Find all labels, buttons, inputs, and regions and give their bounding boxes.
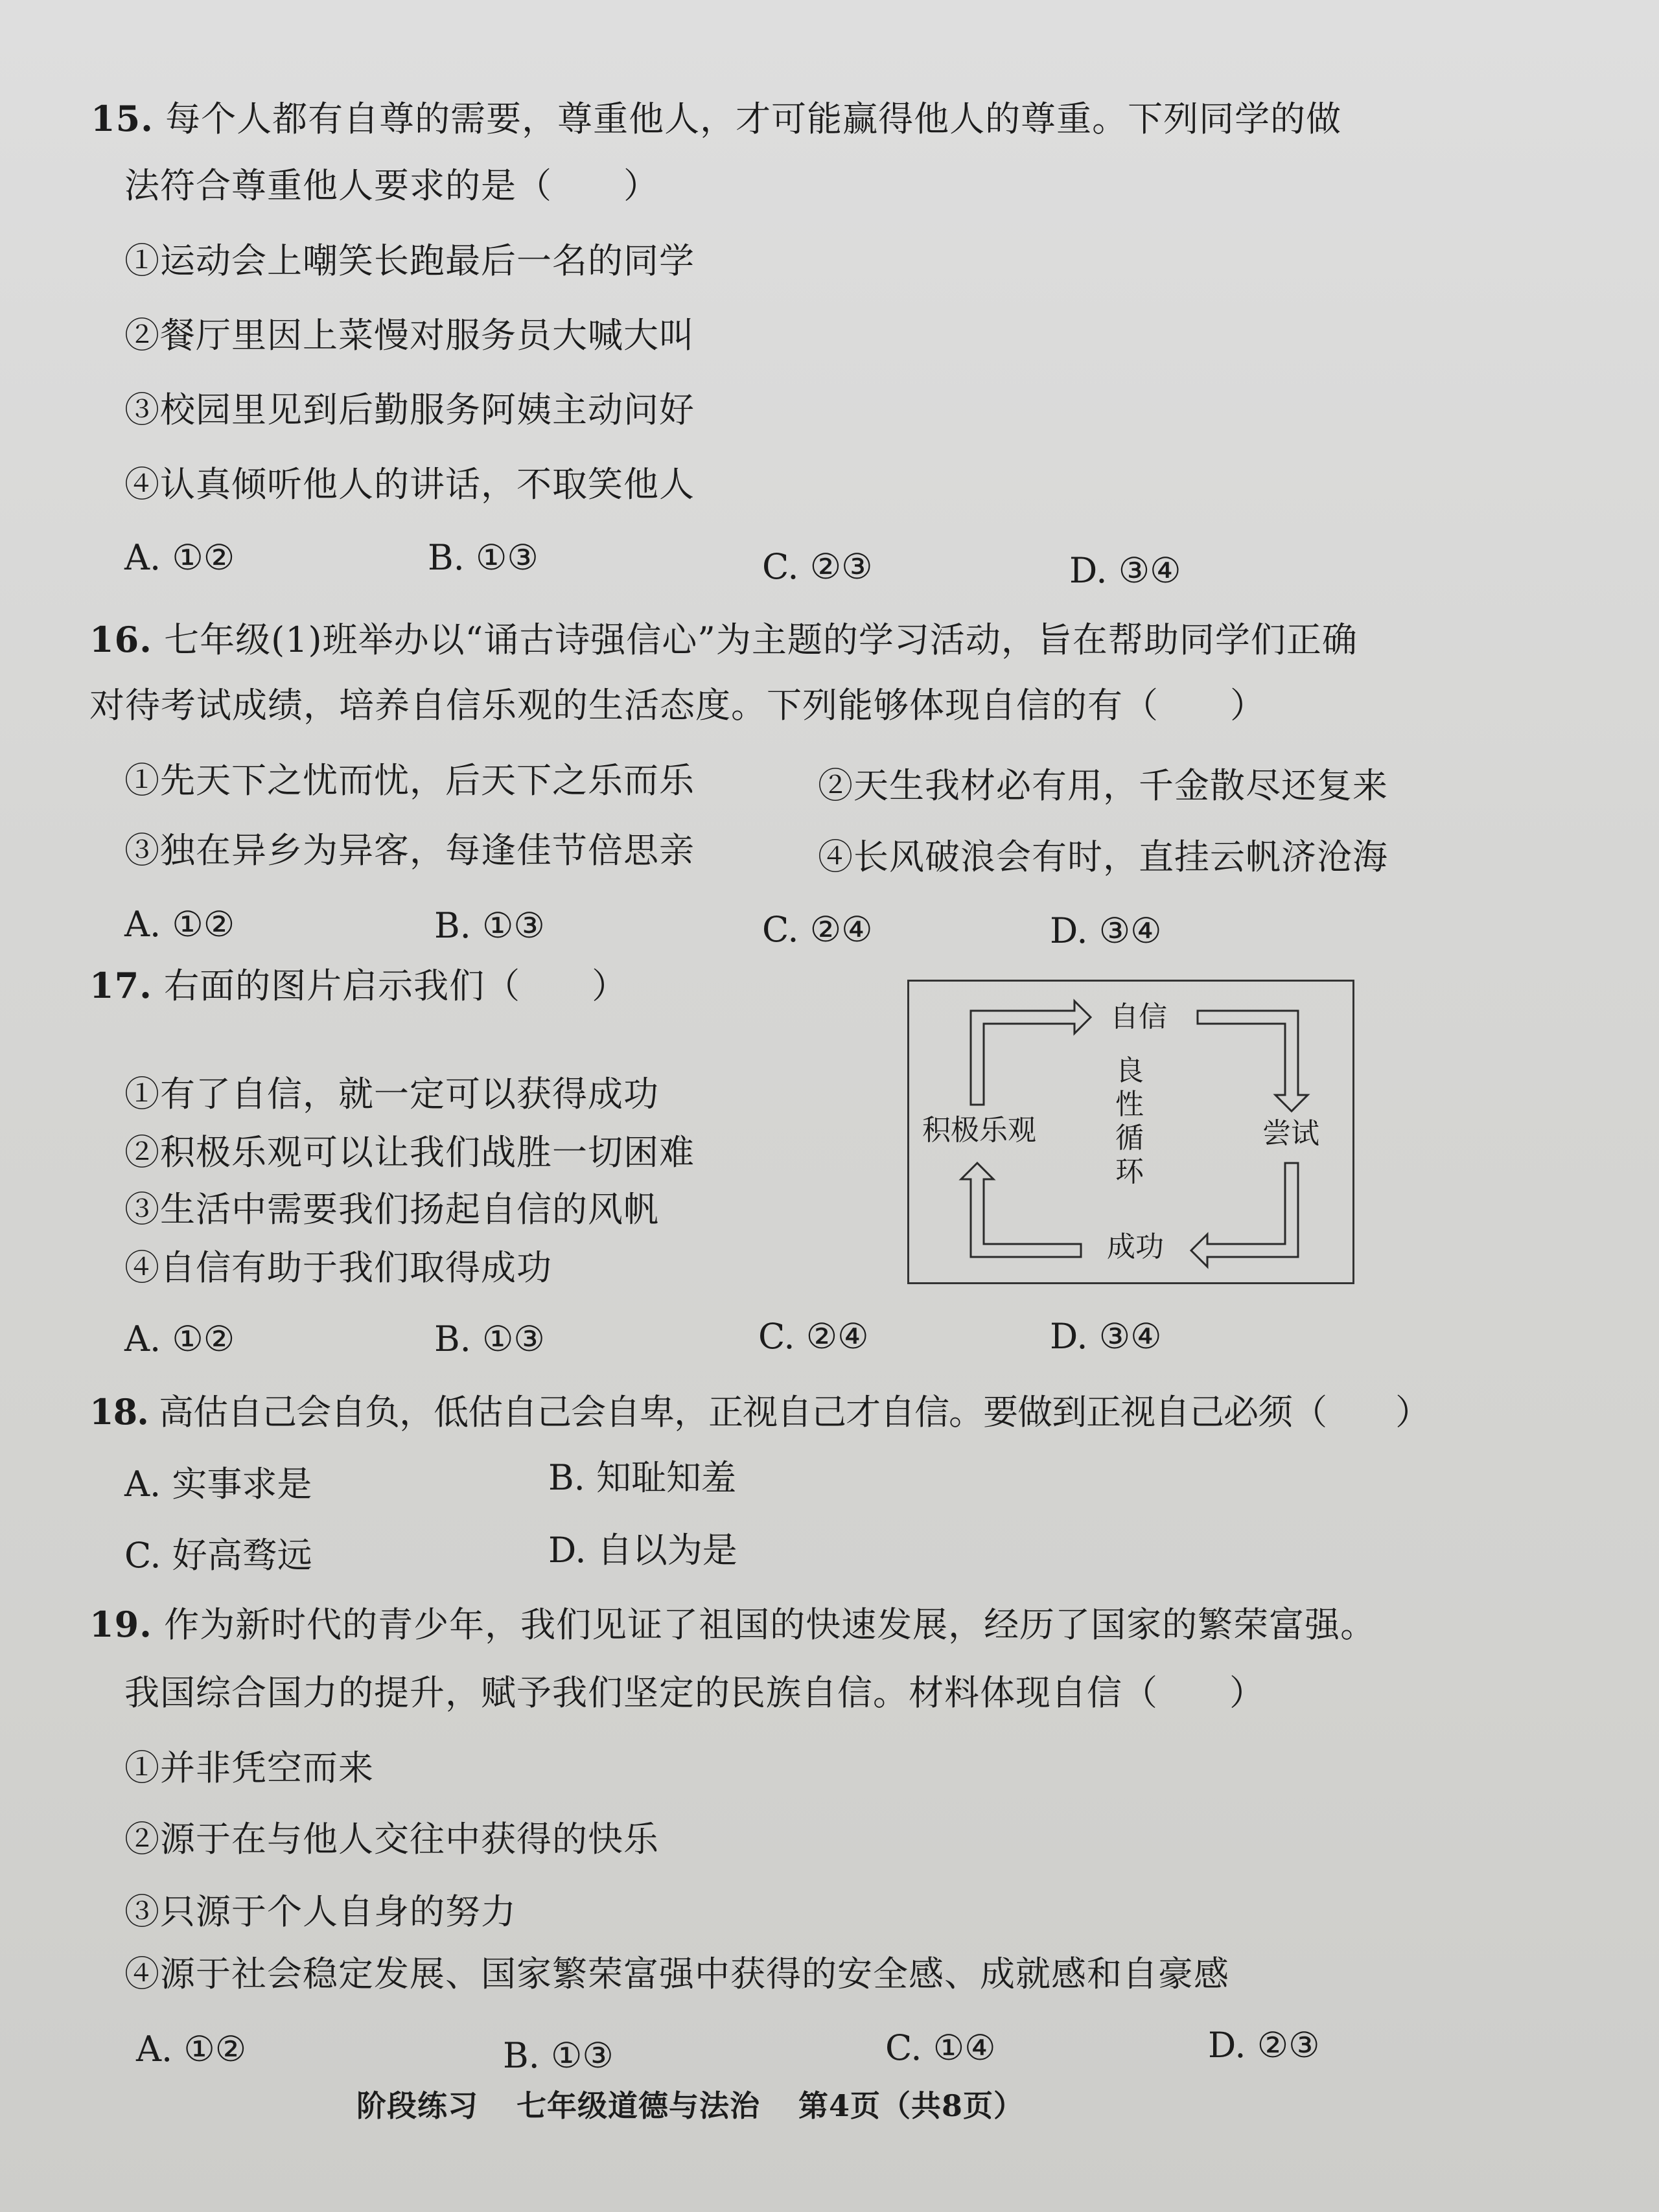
q15-item-3: ③校园里见到后勤服务阿姨主动问好 [124, 389, 695, 430]
footer-page-number: 第4页（共8页） [798, 2088, 1025, 2123]
q17-stem-text1: 右面的图片启示我们（ ） [164, 965, 628, 1006]
q17-item-3: ③生活中需要我们扬起自信的风帆 [124, 1189, 659, 1230]
q17-item-4: ④自信有助于我们取得成功 [124, 1247, 552, 1288]
footer-exam-type: 阶段练习 [356, 2088, 478, 2123]
footer-subject: 七年级道德与法治 [516, 2088, 761, 2123]
q18-number: 18. [89, 1391, 148, 1433]
q16-number: 16. [89, 619, 152, 660]
q16-stem-text1: 七年级(1)班举办以“诵古诗强信心”为主题的学习活动，旨在帮助同学们正确 [164, 619, 1358, 660]
q19-option-d: D. ②③ [1208, 2025, 1320, 2066]
q19-number: 19. [89, 1604, 152, 1645]
diagram-center-char-2: 性 [1115, 1088, 1144, 1121]
q16-item-3: ③独在异乡为异客，每逢佳节倍思亲 [124, 830, 695, 871]
q18-option-d: D. 自以为是 [548, 1530, 737, 1571]
q17-stem-line1 [89, 964, 627, 1008]
q18-option-c: C. 好高骛远 [124, 1535, 312, 1576]
q18-option-b: B. 知耻知羞 [548, 1457, 737, 1498]
diagram-label-attempt: 尝试 [1262, 1117, 1319, 1150]
q15-stem-text1: 每个人都有自尊的需要，尊重他人，才可能赢得他人的尊重。下列同学的做 [165, 98, 1342, 139]
q16-option-a: A. ①② [124, 904, 235, 945]
q16-stem-line1 [89, 618, 1358, 662]
arrow-to-success [1191, 1163, 1298, 1267]
q16-stem-line2: 对待考试成绩，培养自信乐观的生活态度。下列能够体现自信的有（ ） [89, 685, 1266, 726]
diagram-center-char-4: 环 [1115, 1155, 1144, 1188]
q15-item-2: ②餐厅里因上菜慢对服务员大喊大叫 [124, 315, 695, 356]
q19-option-a: A. ①② [136, 2029, 247, 2069]
diagram-label-success: 成功 [1107, 1230, 1164, 1263]
q19-option-b: B. ①③ [503, 2035, 614, 2076]
q16-item-2: ②天生我材必有用，千金散尽还复来 [818, 765, 1388, 806]
q19-option-c: C. ①④ [885, 2027, 996, 2068]
q17-number: 17. [89, 965, 152, 1006]
q17-option-a: A. ①② [124, 1319, 235, 1359]
diagram-center-char-3: 循 [1115, 1122, 1144, 1155]
q16-item-4: ④长风破浪会有时，直挂云帆济沧海 [818, 836, 1388, 877]
q15-option-c: C. ②③ [762, 546, 873, 587]
q19-item-3: ③只源于个人自身的努力 [124, 1891, 516, 1932]
q19-stem-line1 [89, 1603, 1376, 1646]
q17-option-d: D. ③④ [1050, 1316, 1162, 1357]
page-footer [356, 2086, 1051, 2125]
q16-option-b: B. ①③ [434, 905, 545, 946]
q18-stem-line1 [89, 1390, 1430, 1434]
q15-option-b: B. ①③ [428, 537, 539, 578]
q16-option-d: D. ③④ [1050, 910, 1162, 951]
q19-item-4: ④源于社会稳定发展、国家繁荣富强中获得的安全感、成就感和自豪感 [124, 1953, 1229, 1994]
q19-stem-line2: 我国综合国力的提升，赋予我们坚定的民族自信。材料体现自信（ ） [124, 1672, 1265, 1713]
q18-option-a: A. 实事求是 [124, 1464, 312, 1504]
q15-item-4: ④认真倾听他人的讲话，不取笑他人 [124, 464, 695, 505]
arrow-to-attempt [1198, 1011, 1308, 1111]
q19-item-1: ①并非凭空而来 [124, 1747, 374, 1788]
q16-item-1: ①先天下之忧而忧，后天下之乐而乐 [124, 760, 695, 801]
q15-number: 15. [91, 98, 154, 139]
cycle-diagram [907, 980, 1354, 1284]
q15-item-1: ①运动会上嘲笑长跑最后一名的同学 [124, 240, 695, 281]
q15-option-d: D. ③④ [1069, 550, 1181, 591]
diagram-label-optimism: 积极乐观 [922, 1114, 1036, 1147]
q17-item-1: ①有了自信，就一定可以获得成功 [124, 1074, 659, 1114]
q17-option-b: B. ①③ [434, 1319, 545, 1359]
q18-stem-text1: 高估自己会自负，低估自己会自卑，正视自己才自信。要做到正视自己必须（ ） [159, 1392, 1430, 1433]
q19-stem-text1: 作为新时代的青少年，我们见证了祖国的快速发展，经历了国家的繁荣富强。 [164, 1604, 1376, 1645]
q16-option-c: C. ②④ [762, 909, 873, 950]
arrow-to-optimism [961, 1163, 1081, 1257]
q17-option-c: C. ②④ [758, 1316, 869, 1357]
q15-stem-line2: 法符合尊重他人要求的是（ ） [124, 165, 659, 206]
q15-stem-line1 [91, 97, 1341, 141]
diagram-center-char-1: 良 [1115, 1054, 1144, 1087]
diagram-label-confidence: 自信 [1110, 1000, 1167, 1033]
q19-item-2: ②源于在与他人交往中获得的快乐 [124, 1819, 659, 1860]
arrow-to-confidence [971, 1001, 1091, 1105]
q15-option-a: A. ①② [124, 537, 235, 578]
q17-item-2: ②积极乐观可以让我们战胜一切困难 [124, 1132, 695, 1173]
